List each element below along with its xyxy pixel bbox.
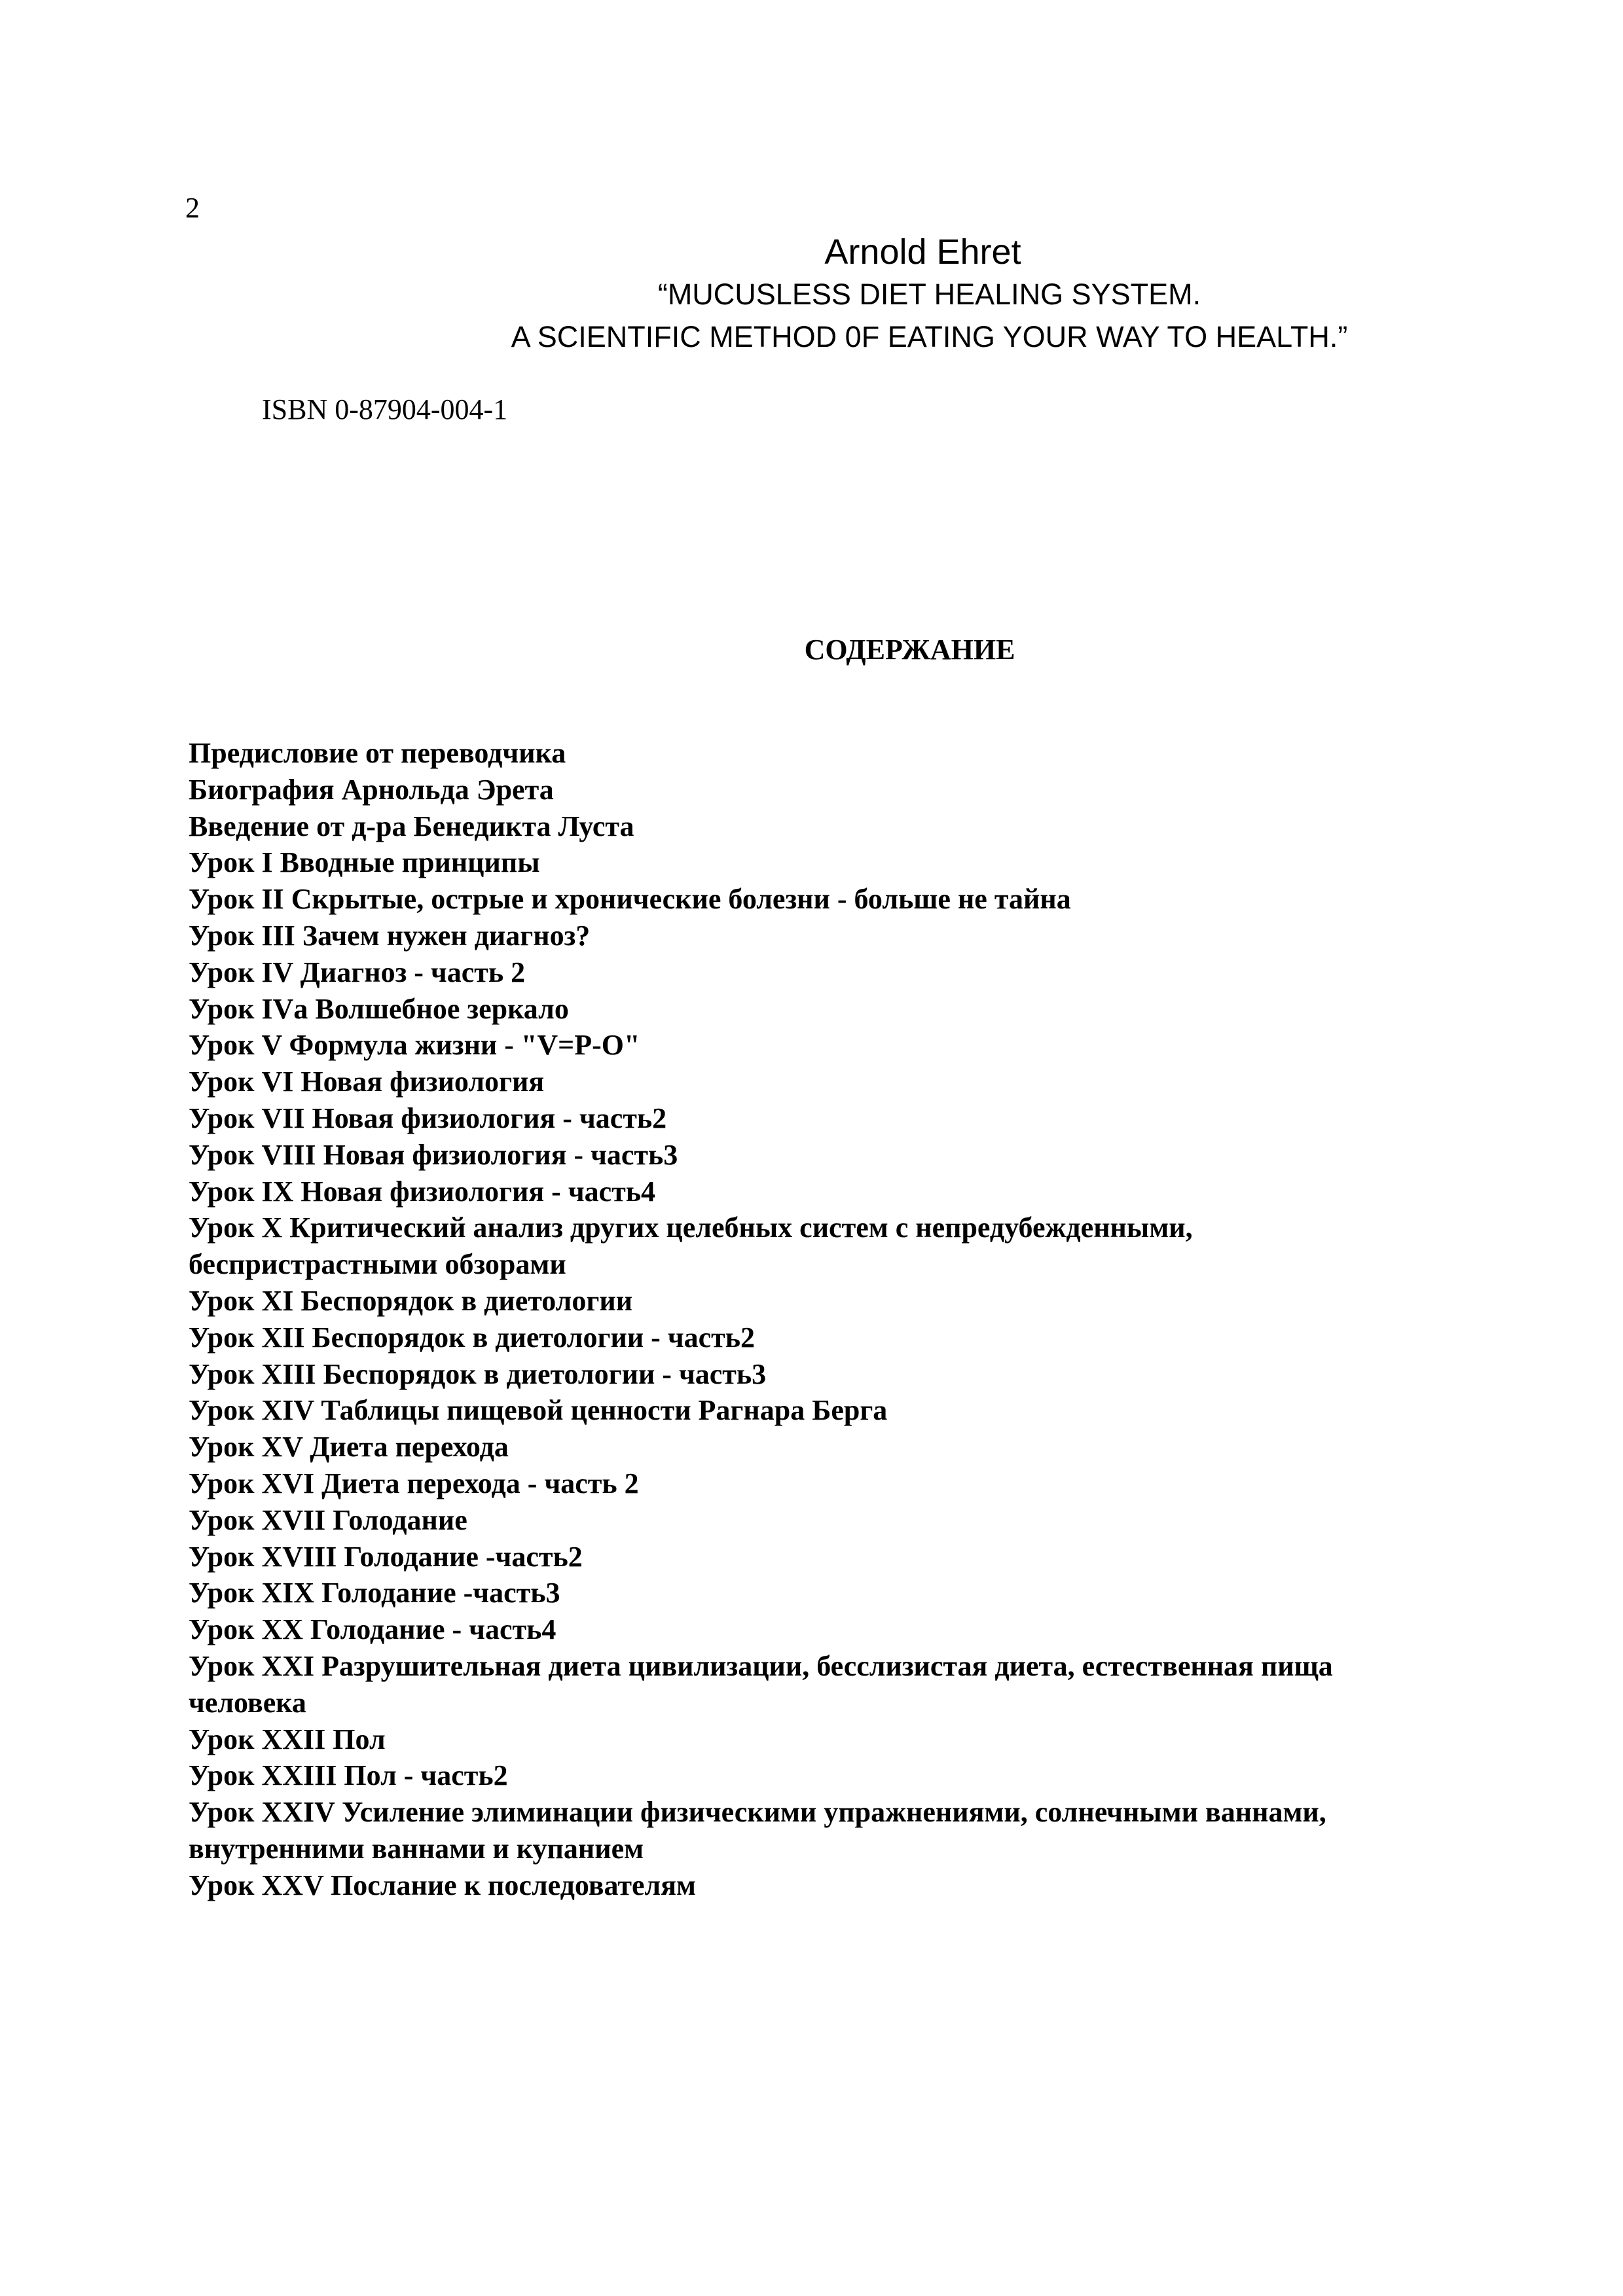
table-of-contents <box>189 735 1511 1904</box>
toc-entry[interactable]: Предисловие от переводчика <box>189 737 566 769</box>
toc-entry[interactable]: Урок XII Беспорядок в диетологии - часть2 <box>189 1321 756 1354</box>
toc-entry[interactable]: Урок XXIV Усиление элиминации физическими упражнениями, солнечными ваннами, <box>189 1796 1326 1829</box>
toc-entry-continuation[interactable]: внутренними ваннами и купанием <box>189 1832 644 1865</box>
toc-entry[interactable]: Урок IV Диагноз - часть 2 <box>189 956 526 988</box>
book-title-line-1: “MUCUSLESS DIET HEALING SYSTEM. <box>657 278 1201 311</box>
toc-entry-continuation[interactable]: человека <box>189 1686 306 1719</box>
toc-entry[interactable]: Урок IX Новая физиология - часть4 <box>189 1175 656 1208</box>
toc-entry[interactable]: Введение от д-ра Бенедикта Луста <box>189 810 634 842</box>
contents-heading: СОДЕРЖАНИЕ <box>804 634 1015 666</box>
toc-entry[interactable]: Урок VIII Новая физиология - часть3 <box>189 1138 678 1171</box>
isbn: ISBN 0-87904-004-1 <box>262 393 508 425</box>
toc-entry[interactable]: Урок XIX Голодание -часть3 <box>189 1577 560 1609</box>
toc-entry[interactable]: Урок IVа Волшебное зеркало <box>189 992 569 1025</box>
toc-entry[interactable]: Урок I Вводные принципы <box>189 846 540 879</box>
toc-entry[interactable]: Урок XXII Пол <box>189 1723 386 1755</box>
toc-entry[interactable]: Урок III Зачем нужен диагноз? <box>189 919 591 952</box>
toc-entry[interactable]: Биография Арнольда Эрета <box>189 773 554 806</box>
toc-entry[interactable]: Урок XVII Голодание <box>189 1503 467 1536</box>
toc-entry[interactable]: Урок VI Новая физиология <box>189 1066 545 1098</box>
toc-entry[interactable]: Урок XXIII Пол - часть2 <box>189 1759 508 1792</box>
book-title-line-2: A SCIENTIFIC METHOD 0F EATING YOUR WAY TO HEALTH.” <box>511 320 1348 353</box>
author-name: Arnold Ehret <box>824 232 1021 272</box>
toc-entry[interactable]: Урок XXI Разрушительная диета цивилизации, бесслизистая диета, естественная пища <box>189 1649 1333 1682</box>
toc-entry[interactable]: Урок XVI Диета перехода - часть 2 <box>189 1467 639 1499</box>
toc-entry[interactable]: Урок V Формула жизни - "V=P-O" <box>189 1029 640 1062</box>
toc-entry[interactable]: Урок XI Беспорядок в диетологии <box>189 1284 633 1317</box>
toc-entry-continuation[interactable]: беспристрастными обзорами <box>189 1248 566 1281</box>
toc-entry[interactable]: Урок XXV Послание к последователям <box>189 1869 696 1901</box>
toc-entry[interactable]: Урок XV Диета перехода <box>189 1431 509 1463</box>
page-number: 2 <box>185 192 200 224</box>
toc-entry[interactable]: Урок XIV Таблицы пищевой ценности Рагнара Берга <box>189 1394 888 1427</box>
toc-entry[interactable]: Урок VII Новая физиология - часть2 <box>189 1102 667 1134</box>
toc-entry[interactable]: Урок II Скрытые, острые и хронические болезни - больше не тайна <box>189 883 1071 916</box>
toc-entry[interactable]: Урок XIII Беспорядок в диетологии - часть3 <box>189 1357 767 1390</box>
toc-entry[interactable]: Урок XX Голодание - часть4 <box>189 1613 556 1646</box>
toc-entry[interactable]: Урок X Критический анализ других целебных систем с непредубежденными, <box>189 1211 1193 1244</box>
toc-entry[interactable]: Урок XVIII Голодание -часть2 <box>189 1540 583 1573</box>
